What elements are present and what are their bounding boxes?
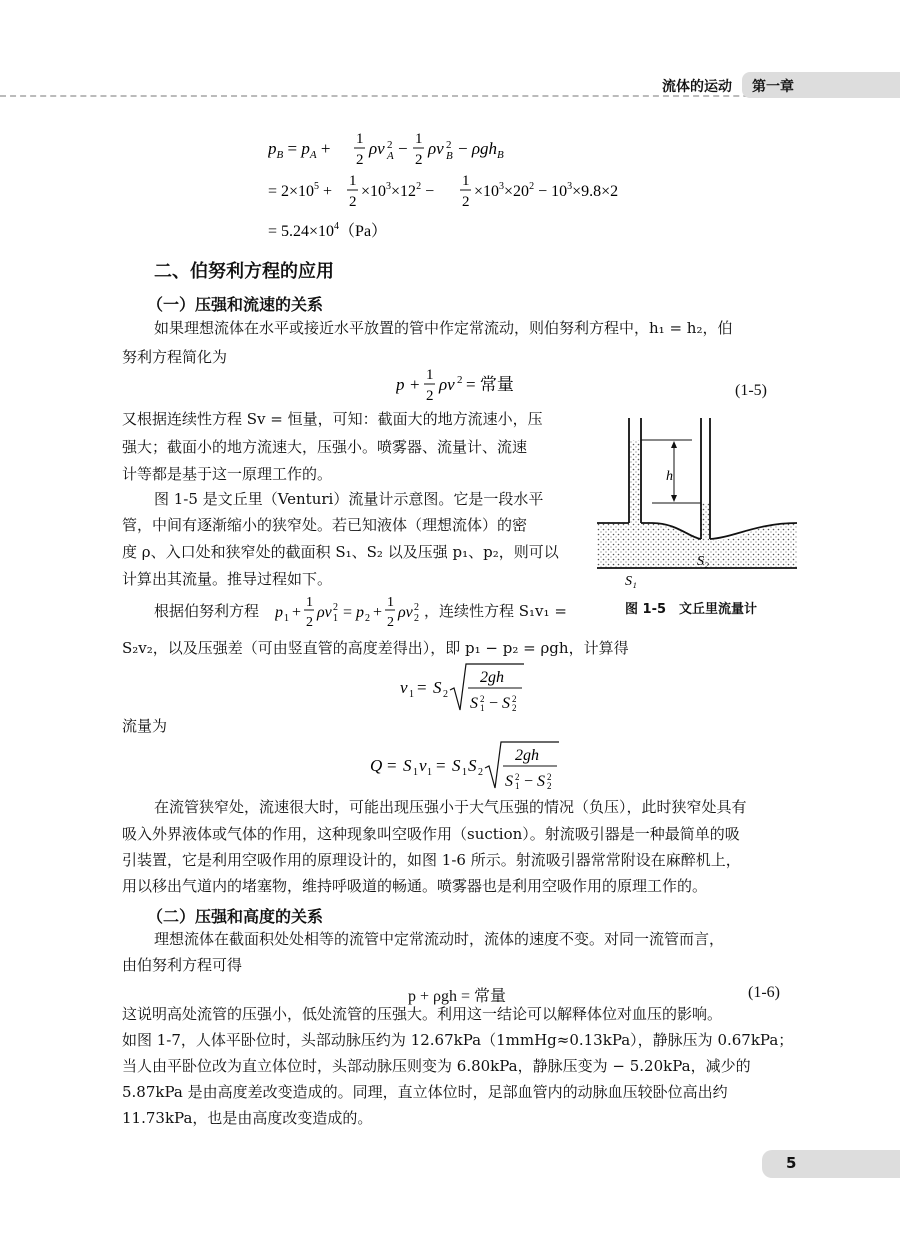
sub2-para2-line3: 当人由平卧位改为直立体位时，头部动脉压则变为 6.80kPa，静脉压变为 − 5.20kPa，减少的: [122, 1057, 751, 1075]
svg-text:S: S: [468, 756, 477, 775]
svg-text:= p: = p: [343, 604, 365, 621]
svg-text:2: 2: [387, 139, 393, 151]
page-number: 5: [786, 1154, 797, 1172]
para5-line1: 在流管狭窄处，流速很大时，可能出现压强小于大气压强的情况（负压），此时狭窄处具有: [154, 798, 747, 816]
svg-text:2: 2: [462, 194, 470, 210]
formula-result: [268, 216, 468, 244]
svg-text:1: 1: [462, 173, 470, 189]
svg-text:S: S: [452, 756, 461, 775]
svg-text:S: S: [403, 756, 412, 775]
svg-text:2: 2: [365, 613, 370, 624]
equation-1-5-number: (1-5): [735, 382, 767, 399]
svg-text:= 常量: = 常量: [466, 375, 514, 394]
svg-text:2: 2: [446, 139, 452, 151]
svg-text:1: 1: [415, 131, 423, 147]
svg-text:A: A: [387, 150, 394, 162]
svg-text:−: −: [524, 773, 534, 790]
svg-text:p: p: [275, 604, 283, 621]
svg-text:+: +: [410, 375, 420, 394]
height-arrow-top: [671, 441, 677, 448]
page-number-tab: [762, 1150, 900, 1178]
formula-substitution: [268, 170, 668, 214]
sub2-para2-line4: 5.87kPa 是由高度差改变造成的。同理，直立体位时，足部血管内的动脉血压较卧位高出约: [122, 1083, 728, 1101]
equation-q: [370, 737, 570, 797]
svg-text:v: v: [400, 678, 408, 697]
svg-text:×103×122 −: $\times 10^3\times 12^2$ −: [361, 181, 435, 200]
svg-text:1: 1: [426, 367, 434, 383]
svg-text:2: 2: [547, 781, 552, 791]
svg-text:1: 1: [284, 613, 289, 624]
para5-line3: 引装置，它是利用空吸作用的原理设计的，如图 1-6 所示。射流吸引器常常附设在麻醉机上，: [122, 851, 741, 869]
equation-v1: [400, 660, 530, 720]
svg-text:2: 2: [356, 152, 364, 168]
svg-text:1: 1: [356, 131, 364, 147]
equation-1-6: p + ρgh = 常量: [408, 988, 507, 1005]
equation-1-6-number: (1-6): [748, 984, 780, 1001]
para3-line2: 管，中间有逐渐缩小的狭窄处。若已知液体（理想流体）的密: [122, 516, 528, 534]
label-h: h: [666, 469, 673, 484]
svg-text:p: p: [396, 375, 405, 394]
running-title: 流体的运动: [662, 79, 732, 95]
svg-text:1: 1: [306, 595, 313, 610]
svg-text:1: 1: [349, 173, 357, 189]
svg-text:v: v: [419, 756, 427, 775]
svg-text:=: =: [436, 756, 446, 775]
svg-text:S: S: [433, 678, 442, 697]
svg-text:−: −: [489, 695, 499, 712]
svg-text:ρv: ρv: [439, 375, 455, 394]
sub2-para2-line1: 这说明高处流管的压强小，低处流管的压强大。利用这一结论可以解释体位对血压的影响。: [122, 1005, 723, 1023]
svg-text:2: 2: [512, 703, 517, 713]
para3-line1: 图 1-5 是文丘里（Venturi）流量计示意图。它是一段水平: [154, 490, 544, 508]
svg-text:S: S: [537, 773, 545, 790]
formula-v1: [400, 660, 530, 716]
sub2-para1-line1: 理想流体在截面积处处相等的流管中定常流动时，流体的速度不变。对同一流管而言，: [154, 930, 725, 948]
figure-venturi: [592, 418, 804, 597]
svg-text:Q: Q: [370, 756, 383, 775]
height-arrow-bottom: [671, 495, 677, 502]
svg-text:ρv: ρv: [398, 604, 413, 621]
svg-text:ρv: ρv: [369, 139, 385, 158]
svg-text:2: 2: [349, 194, 357, 210]
para5-line2: 吸入外界液体或气体的作用，这种现象叫空吸作用（suction）。射流吸引器是一种最简单的吸: [122, 825, 740, 843]
result-eq-line3: [268, 216, 468, 249]
formula-pB: [268, 128, 598, 172]
right-tube-fluid: [701, 503, 710, 541]
svg-text:2: 2: [457, 374, 463, 386]
svg-text:+: +: [292, 604, 302, 621]
para4-line1-pre: 根据伯努利方程: [154, 602, 260, 620]
subsection-1-title: （一）压强和流速的关系: [147, 295, 324, 314]
svg-text:−: −: [398, 139, 408, 158]
svg-text:2: 2: [414, 613, 419, 624]
svg-text:− ρghB: − ρgh$_B$: [458, 139, 504, 161]
svg-text:1: 1: [480, 703, 485, 713]
label-s2: S₂: [697, 554, 709, 569]
svg-text:1: 1: [409, 689, 414, 700]
svg-text:2: 2: [515, 772, 520, 782]
venturi-diagram: [592, 418, 804, 593]
sub2-para2-line2: 如图 1-7，人体平卧位时，头部动脉压约为 12.67kPa（1mmHg≈0.13kPa），静脉压为 0.67kPa；: [122, 1031, 794, 1049]
para1-line2: 努利方程简化为: [122, 348, 228, 366]
svg-text:S: S: [502, 695, 510, 712]
svg-text:ρv: ρv: [317, 604, 332, 621]
svg-text:2: 2: [478, 767, 483, 778]
svg-text:= 2×105 +: = $2\times 10^5$ +: [268, 181, 333, 200]
svg-text:2: 2: [333, 602, 338, 613]
svg-text:+: +: [373, 604, 383, 621]
para2-line1: 又根据连续性方程 Sv = 恒量，可知：截面大的地方流速小，压: [122, 410, 543, 428]
svg-text:pB = pA +: $p_B = p_A$ +: [268, 139, 331, 161]
section-title: 二、伯努利方程的应用: [154, 261, 334, 282]
svg-text:= 5.24×104（Pa）: = $5.24\times 10^4(Pa)$: [268, 221, 388, 240]
equation-1-5: [396, 365, 536, 412]
left-tube-fluid: [629, 440, 641, 524]
formula-1-5: [396, 365, 536, 407]
para3-line3: 度 ρ、入口处和狭窄处的截面积 S₁、S₂ 以及压强 p₁、p₂，则可以: [122, 543, 559, 561]
formula-q: [370, 737, 570, 793]
para1-line1: 如果理想流体在水平或接近水平放置的管中作定常流动，则伯努利方程中，h₁ = h₂，伯: [154, 319, 733, 337]
para2-line2: 强大；截面小的地方流速大，压强小。喷雾器、流量计、流速: [122, 438, 528, 456]
svg-text:1: 1: [427, 767, 432, 778]
svg-text:2: 2: [415, 152, 423, 168]
svg-text:=: =: [387, 756, 397, 775]
sub2-para2-line5: 11.73kPa，也是由高度改变造成的。: [122, 1109, 373, 1127]
svg-text:×103×202 − 103×9.8×2: $\times 10^3\times 20^2 - 10^3\times 9.8\times 2$: [474, 181, 619, 200]
svg-text:1: 1: [515, 781, 520, 791]
chapter-label: 第一章: [752, 79, 794, 95]
figure-caption: 图 1-5 文丘里流量计: [625, 602, 758, 617]
svg-text:1: 1: [333, 613, 338, 624]
svg-text:2: 2: [414, 602, 419, 613]
svg-text:2gh: 2gh: [480, 669, 504, 686]
svg-text:ρv: ρv: [428, 139, 444, 158]
flow-label: 流量为: [122, 717, 168, 735]
para2-line3: 计等都是基于这一原理工作的。: [122, 465, 333, 483]
svg-text:2: 2: [387, 615, 394, 630]
para3-line4: 计算出其流量。推导过程如下。: [122, 570, 333, 588]
para4-line2: S₂v₂，以及压强差（可由竖直管的高度差得出），即 p₁ − p₂ = ρgh，计算得: [122, 639, 629, 657]
svg-text:=: =: [417, 678, 427, 697]
subsection-2-title: （二）压强和高度的关系: [147, 907, 324, 926]
svg-text:1: 1: [413, 767, 418, 778]
svg-text:1: 1: [387, 595, 394, 610]
svg-text:1: 1: [462, 767, 467, 778]
sub2-para1-line2: 由伯努利方程可得: [122, 956, 243, 974]
para5-line4: 用以移出气道内的堵塞物，维持呼吸道的畅通。喷雾器也是利用空吸作用的原理工作的。: [122, 877, 708, 895]
svg-text:2: 2: [480, 694, 485, 704]
svg-text:S: S: [505, 773, 513, 790]
svg-text:S: S: [470, 695, 478, 712]
svg-text:2: 2: [306, 615, 313, 630]
svg-text:2: 2: [426, 388, 434, 404]
label-s1: S₁: [625, 574, 637, 589]
svg-text:2: 2: [443, 689, 448, 700]
svg-text:2: 2: [547, 772, 552, 782]
svg-text:2: 2: [512, 694, 517, 704]
result-eq-line2: [268, 170, 668, 219]
svg-text:2gh: 2gh: [515, 747, 539, 764]
para4-line1-post: ，连续性方程 S₁v₁ =: [424, 602, 567, 620]
svg-text:B: B: [446, 150, 453, 162]
